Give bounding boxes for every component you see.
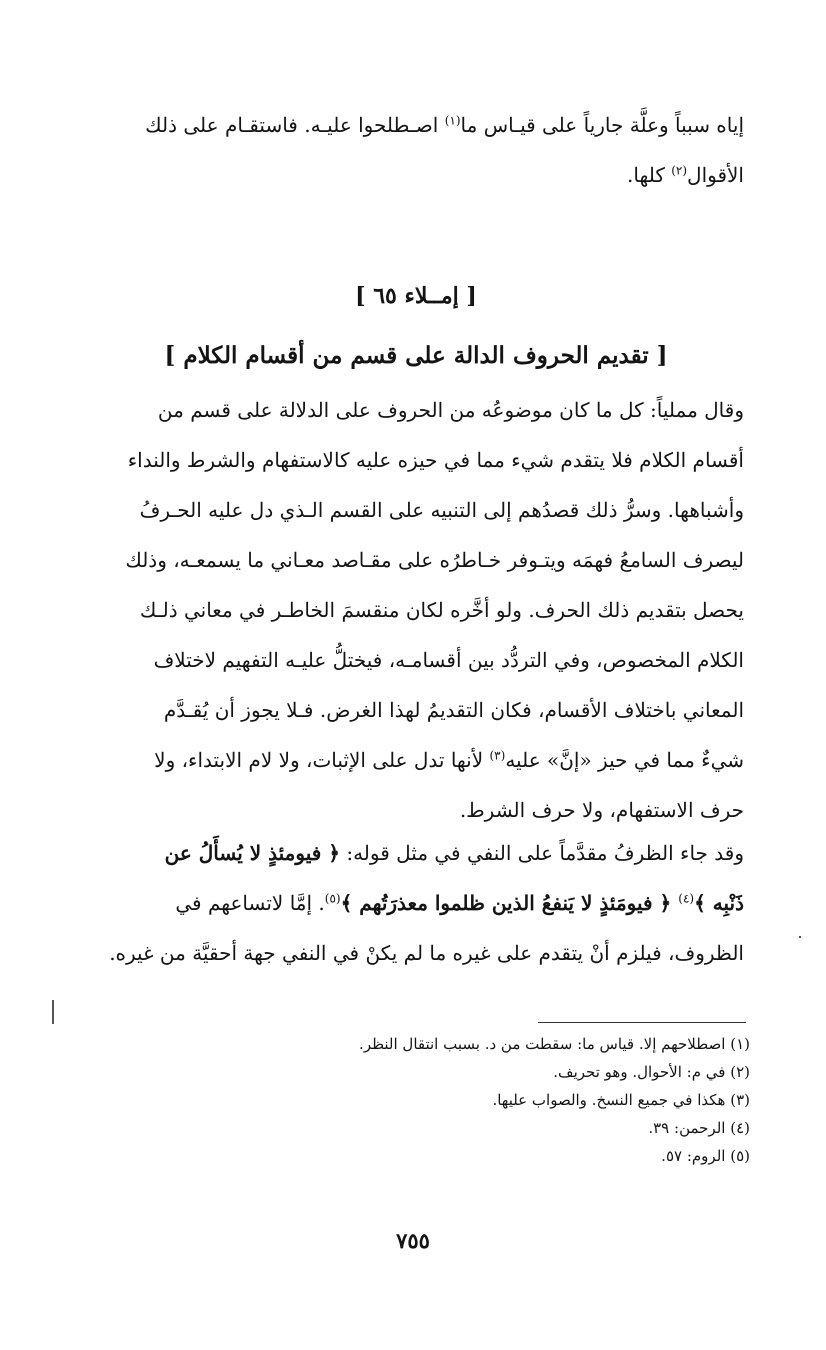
scan-mark <box>52 1000 54 1024</box>
footnote: (٣) هكذا في جميع النسخ. والصواب عليها. <box>492 1091 750 1109</box>
text-line: وقد جاء الظرفُ مقدَّماً على النفي في مثل قوله: ﴿ فيومئذٍ لا يُسأَلُ عن <box>164 841 744 865</box>
footnote-ref: (٣) <box>489 748 506 763</box>
footnote-ref: (٢) <box>671 163 688 178</box>
quran-verse: ﴿ فيومئذٍ لا يُسأَلُ عن <box>164 841 340 865</box>
footnote-ref: (١) <box>444 113 461 128</box>
text-line: الكلام المخصوص، وفي التردُّد بين أقسامـه، فيختلُّ عليـه التفهيم لاختلاف <box>153 648 744 672</box>
section-title: [ تقديم الحروف الدالة على قسم من أقسام الكلام ] <box>164 342 668 369</box>
footnote-separator <box>538 1022 746 1023</box>
footnote-ref: (٥) <box>324 891 341 906</box>
text-line: ليصرف السامعُ فهمَه ويتـوفر خـاطرُه على مقـاصد معـاني ما يسمعـه، وذلك <box>125 548 744 572</box>
text-line: شيءٌ مما في حيز «إنَّ» عليه$^{(٣)}$ لأنها تدل على الإثبات، ولا لام الابتداء، ولا <box>154 748 744 772</box>
text-line: إياه سبباً وعلَّة جارياً على قيـاس ما$^{(١)}$ اصـطلحوا عليـه. فاستقـام على ذلك <box>145 113 744 137</box>
quran-citation-paragraph <box>76 828 744 978</box>
text-line: وقال مملياً: كل ما كان موضوعُه من الحروف على الدلالة على قسم من <box>157 398 744 422</box>
continuation-paragraph <box>76 100 744 200</box>
dictation-number-heading: [ إمــلاء ٦٥ ] <box>355 283 477 309</box>
footnote: (١) اصطلاحهم إلا. قياس ما: سقطت من د. بسبب انتقال النظر. <box>359 1035 750 1053</box>
page-number: ٧٥٥ <box>396 1228 430 1253</box>
quran-verse: ذَنْبِه ﴾ <box>694 891 744 915</box>
text-line: أقسام الكلام فلا يتقدم شيء مما في حيزه عليه كالاستفهام والشرط والنداء <box>127 448 744 472</box>
text-line: حرف الاستفهام، ولا حرف الشرط. <box>459 798 744 822</box>
text-line: وأشباهها. وسرُّ ذلك قصدُهم إلى التنبيه على القسم الـذي دل عليه الحـرفُ <box>139 498 744 522</box>
footnote: (٢) في م: الأحوال. وهو تحريف. <box>553 1063 750 1081</box>
text-line: الظروف، فيلزم أنْ يتقدم على غيره ما لم يكنْ في النفي جهة أحقيَّة من غيره. <box>109 941 744 965</box>
text-line: المعاني باختلاف الأقسام، فكان التقديمُ لهذا الغرض. فـلا يجوز أن يُقـدَّم <box>163 698 744 722</box>
text-line: ذَنْبِه ﴾$^{(٤)}$ ﴿ فيومَئذٍ لا يَنفعُ الذين ظلموا معذرَتُهم ﴾$^{(٥)}$. إمَّا لاتساعهم في <box>175 891 744 915</box>
quran-verse: ﴿ فيومَئذٍ لا يَنفعُ الذين ظلموا معذرَتُهم ﴾ <box>340 891 679 915</box>
footnote: (٥) الروم: ٥٧. <box>661 1147 750 1165</box>
main-paragraph <box>76 385 744 835</box>
text-line: يحصل بتقديم ذلك الحرف. ولو أخَّره لكان منقسمَ الخاطـر في معاني ذلـك <box>139 598 744 622</box>
footnote-ref: (٤) <box>678 891 695 906</box>
scan-mark <box>799 936 801 938</box>
footnotes <box>230 1030 750 1170</box>
text-line: الأقوال$^{(٢)}$ كلها. <box>627 163 744 187</box>
footnote: (٤) الرحمن: ٣٩. <box>648 1119 750 1137</box>
